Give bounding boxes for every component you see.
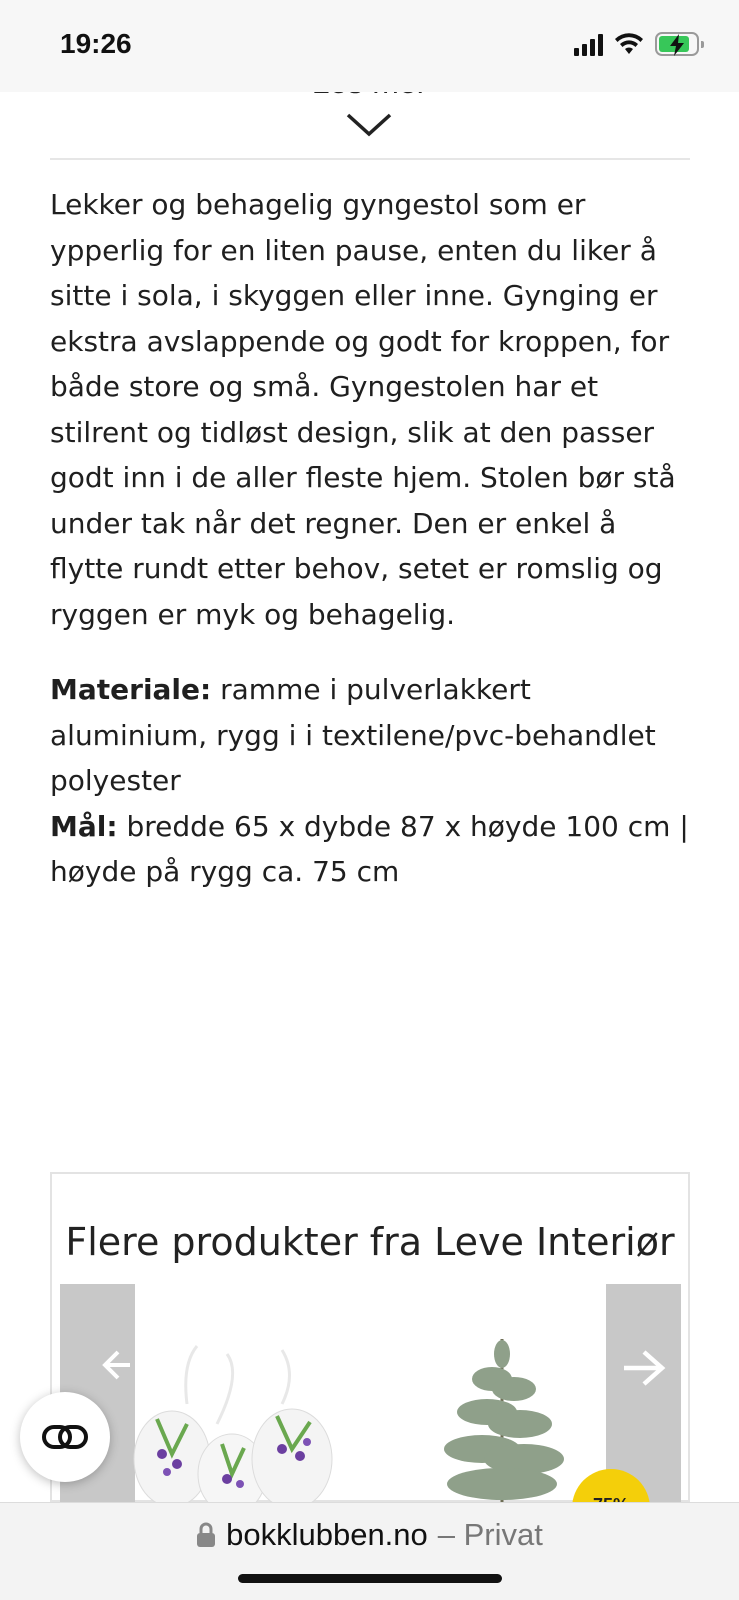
related-products-title: Flere produkter fra Leve Interiør xyxy=(65,1220,675,1264)
private-mode-label: – Privat xyxy=(437,1517,543,1552)
cellular-signal-icon xyxy=(574,32,603,56)
product-specs xyxy=(50,667,690,895)
browser-address-bar[interactable] xyxy=(0,1502,739,1600)
link-icon xyxy=(41,1424,89,1450)
material-value: ramme i pulverlakkert aluminium, rygg i i textilene/pvc-behandlet polyester xyxy=(50,673,656,797)
related-products-card xyxy=(50,1172,690,1502)
divider xyxy=(50,158,690,160)
url-domain: bokklubben.no xyxy=(226,1517,428,1552)
product-image-felt-eggs[interactable] xyxy=(132,1344,352,1504)
home-indicator[interactable] xyxy=(238,1574,502,1583)
dimensions-value: bredde 65 x dybde 87 x høyde 100 cm | høyde på rygg ca. 75 cm xyxy=(50,809,689,888)
arrow-left-icon xyxy=(102,1348,132,1382)
wifi-icon xyxy=(613,32,645,56)
status-bar xyxy=(0,0,739,92)
lock-icon xyxy=(196,1522,216,1548)
product-description: Lekker og behagelig gyngestol som er ypperlig for en liten pause, enten du liker å sitte i sola, i skyggen eller inne. Gynging er ekstra avslappende og godt for kroppen, for både store og små. Gyngestolen har et stilrent og tidløst design, slik at den passer godt inn i de aller fleste hjem. Stolen bør stå under tak når det regner. Den er enkel å flytte rundt etter behov, setet er romslig og ryggen er myk og behagelig. xyxy=(50,188,676,631)
status-icons xyxy=(574,32,699,56)
material-label: Materiale: xyxy=(50,673,212,706)
floating-chat-button[interactable] xyxy=(20,1392,110,1482)
dimensions-label: Mål: xyxy=(50,809,118,843)
arrow-right-icon xyxy=(622,1348,666,1388)
url-row[interactable] xyxy=(0,1517,739,1553)
battery-charging-icon xyxy=(655,32,699,56)
status-time: 19:26 xyxy=(60,28,132,59)
chevron-down-icon[interactable] xyxy=(345,112,393,138)
product-image-pine-tree[interactable] xyxy=(432,1334,572,1504)
